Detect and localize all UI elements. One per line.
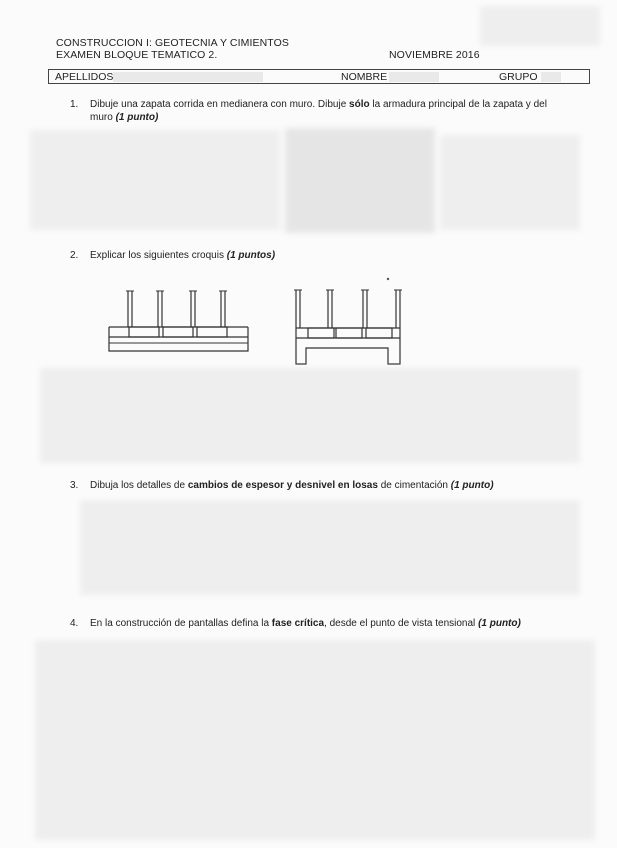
question-text: Dibuja los detalles de cambios de espesor y desnivel en losas de cimentación (1 punto) — [90, 480, 494, 491]
exam-title: EXAMEN BLOQUE TEMATICO 2. — [56, 49, 218, 61]
question-number: 1. — [70, 99, 79, 110]
apellidos-field — [113, 72, 263, 82]
question-4 — [70, 617, 590, 632]
grupo-label: GRUPO — [499, 71, 538, 83]
question-text: Dibuje una zapata corrida en medianera con muro. Dibuje sólo la armadura principal de la zapata y del muro (1 punto) — [90, 99, 547, 123]
redacted-answer-4 — [35, 640, 595, 840]
redacted-answer-1b — [285, 128, 435, 233]
nombre-field — [389, 72, 439, 82]
question-text: Explicar los siguientes croquis (1 puntos) — [90, 250, 276, 261]
redacted-answer-2 — [40, 368, 580, 463]
redacted-header-corner — [480, 6, 600, 46]
grupo-field — [541, 72, 561, 82]
question-2 — [70, 249, 570, 264]
question-1 — [70, 98, 570, 128]
redacted-answer-1a — [30, 130, 280, 230]
apellidos-label: APELLIDOS — [55, 71, 114, 83]
redacted-answer-3 — [80, 500, 580, 595]
question-number: 3. — [70, 480, 79, 491]
student-info-box — [48, 69, 590, 84]
question-text: En la construcción de pantallas defina la fase crítica, desde el punto de vista tensional (1 punto) — [90, 618, 521, 629]
exam-date: NOVIEMBRE 2016 — [389, 49, 480, 61]
nombre-label: NOMBRE — [341, 71, 388, 83]
question-number: 2. — [70, 250, 79, 261]
course-title: CONSTRUCCION I: GEOTECNIA Y CIMIENTOS — [56, 37, 289, 49]
redacted-answer-1c — [440, 135, 580, 230]
question-number: 4. — [70, 618, 79, 629]
sketch-foundation-1 — [103, 285, 273, 355]
sketch-foundation-2 — [290, 276, 420, 366]
question-3 — [70, 479, 590, 494]
